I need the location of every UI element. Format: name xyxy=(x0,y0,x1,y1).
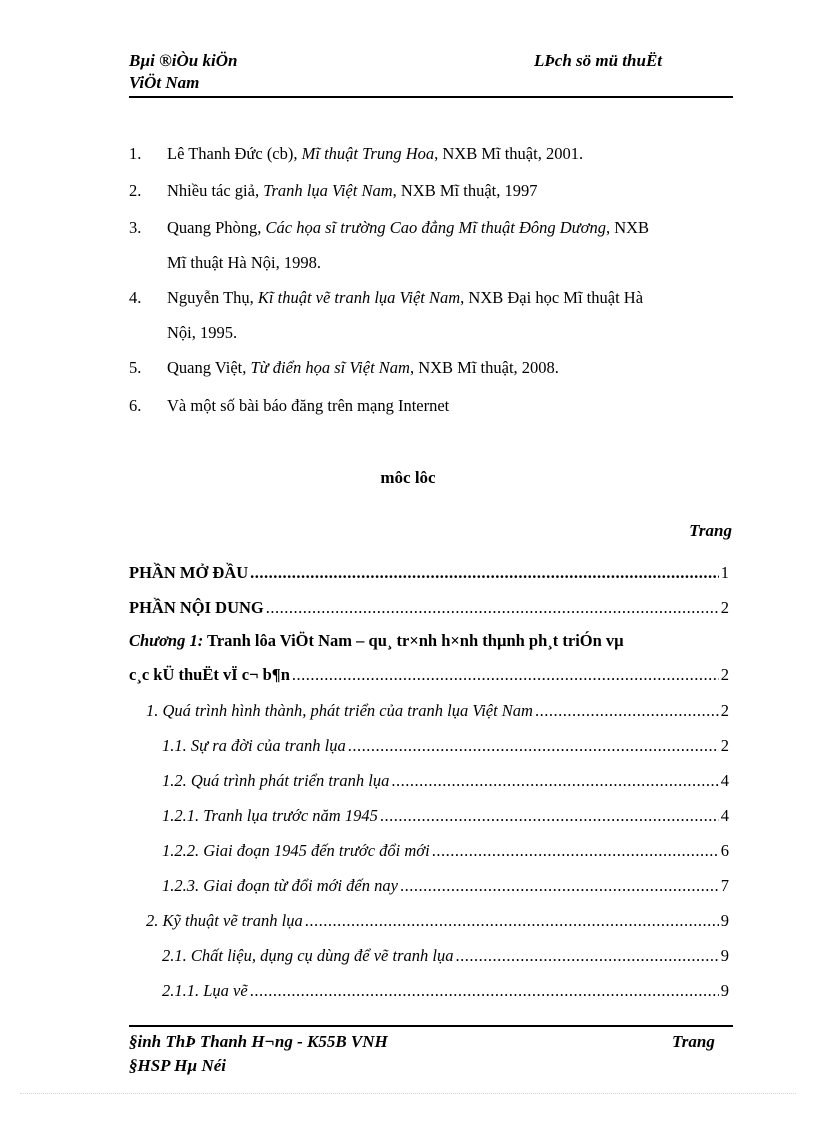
reference-continuation: Mĩ thuật Hà Nội, 1998. xyxy=(167,253,321,272)
reference-item xyxy=(129,388,771,423)
toc-leader-dots xyxy=(305,906,719,936)
reference-publisher: , NXB Mĩ thuật, 2001. xyxy=(434,144,584,163)
toc-chapter-title: Tranh lôa ViÖt Nam – qu¸ tr×nh h×nh thµnh ph¸t triÓn vµ xyxy=(203,631,624,650)
header-rule xyxy=(129,96,733,98)
toc-entry-text: 1. Quá trình hình thành, phát triển của tranh lụa Việt Nam xyxy=(146,701,533,720)
toc-entry-page: 9 xyxy=(720,981,729,1000)
reference-publisher: , NXB xyxy=(605,218,650,237)
toc-entry-text: PHẦN NỘI DUNG xyxy=(129,598,264,617)
reference-author: Lê Thanh Đức (cb), xyxy=(167,144,302,163)
toc-entry[interactable] xyxy=(129,801,729,831)
reference-number: 1. xyxy=(129,144,142,163)
toc-leader-dots xyxy=(266,593,719,623)
page-bottom-border xyxy=(20,1093,796,1094)
toc-leader-dots xyxy=(432,836,719,866)
reference-number: 3. xyxy=(129,218,142,237)
header-right: LÞch sö mü thuËt xyxy=(534,51,663,70)
toc-entry[interactable] xyxy=(129,906,729,936)
footer-left xyxy=(129,1030,388,1078)
toc-entry-text: PHẦN MỞ ĐẦU xyxy=(129,563,249,582)
toc-leader-dots xyxy=(250,976,719,1006)
toc-entry-page: 2 xyxy=(720,598,729,617)
footer-author: §inh ThÞ Thanh H¬ng - K55B VNH xyxy=(129,1032,388,1051)
toc-entry-page: 9 xyxy=(720,946,729,965)
reference-author: Nguyễn Thụ, xyxy=(167,288,258,307)
reference-publisher: , NXB Đại học Mĩ thuật Hà xyxy=(460,288,644,307)
toc-entry[interactable] xyxy=(129,558,729,588)
reference-number: 2. xyxy=(129,181,142,200)
toc-entry[interactable] xyxy=(129,626,729,656)
toc-entry[interactable] xyxy=(129,696,729,726)
reference-item xyxy=(129,350,771,385)
toc-entry[interactable] xyxy=(129,731,729,761)
reference-continuation: Nội, 1995. xyxy=(167,323,238,342)
reference-author: Nhiều tác giả, xyxy=(167,181,264,200)
toc-entry-text: 2.1. Chất liệu, dụng cụ dùng để vẽ tranh lụa xyxy=(162,946,454,965)
header-left-line1: Bµi ®iÒu kiÖn xyxy=(129,51,238,70)
reference-author: Quang Phòng, xyxy=(167,218,266,237)
toc-entry-text: 2.1.1. Lụa vẽ xyxy=(162,981,248,1000)
reference-number: 4. xyxy=(129,288,142,307)
toc-leader-dots xyxy=(250,558,719,588)
reference-publisher: , NXB Mĩ thuật, 1997 xyxy=(392,181,538,200)
toc-entry-page: 2 xyxy=(720,736,729,755)
reference-author: Quang Việt, xyxy=(167,358,251,377)
toc-entry-page: 2 xyxy=(720,665,729,684)
toc-entry-page: 1 xyxy=(720,563,729,582)
toc-entry-text: 1.1. Sự ra đời của tranh lụa xyxy=(162,736,346,755)
toc-entry-page: 9 xyxy=(720,911,729,930)
toc-entry-page: 4 xyxy=(720,771,729,790)
toc-chapter-label: Chương 1: xyxy=(129,631,204,650)
reference-item xyxy=(129,136,771,171)
toc-entry-text: 1.2.1. Tranh lụa trước năm 1945 xyxy=(162,806,378,825)
toc-entry[interactable] xyxy=(129,593,729,623)
toc-title: môc lôc xyxy=(380,468,436,487)
toc-entry[interactable] xyxy=(129,660,729,690)
reference-title: Mĩ thuật Trung Hoa xyxy=(301,144,435,163)
toc-entry-page: 2 xyxy=(720,701,729,720)
page-header xyxy=(129,50,733,98)
toc-entry-text: 1.2. Quá trình phát triển tranh lụa xyxy=(162,771,390,790)
toc-entry-text xyxy=(129,626,624,656)
header-left xyxy=(129,50,237,94)
reference-publisher: , NXB Mĩ thuật, 2008. xyxy=(409,358,559,377)
toc-leader-dots xyxy=(348,731,719,761)
toc-entry[interactable] xyxy=(129,766,729,796)
toc-entry[interactable] xyxy=(129,941,729,971)
toc-entry-text: 2. Kỹ thuật vẽ tranh lụa xyxy=(146,911,303,930)
toc-entry-text: 1.2.2. Giai đoạn 1945 đến trước đổi mới xyxy=(162,841,430,860)
reference-item xyxy=(129,280,771,350)
footer-rule xyxy=(129,1025,733,1027)
reference-title: Các họa sĩ trường Cao đẳng Mĩ thuật Đông Dương xyxy=(265,218,606,237)
reference-title: Kĩ thuật vẽ tranh lụa Việt Nam xyxy=(257,288,461,307)
reference-title: Từ điển họa sĩ Việt Nam xyxy=(250,358,410,377)
toc-leader-dots xyxy=(455,941,718,971)
reference-item xyxy=(129,210,771,280)
reference-author: Và một số bài báo đăng trên mạng Internet xyxy=(167,396,450,415)
reference-number: 6. xyxy=(129,396,142,415)
footer-page-label: Trang xyxy=(672,1032,715,1051)
toc-leader-dots xyxy=(380,801,719,831)
toc-entry-text: 1.2.3. Giai đoạn từ đổi mới đến nay xyxy=(162,876,398,895)
toc-entry-page: 7 xyxy=(720,876,729,895)
toc-entry-page: 6 xyxy=(720,841,729,860)
reference-item xyxy=(129,173,771,208)
toc-page-header: Trang xyxy=(689,521,732,540)
toc-entry[interactable] xyxy=(129,836,729,866)
toc-leader-dots xyxy=(292,660,719,690)
footer-institution: §HSP Hµ Néi xyxy=(129,1056,226,1075)
reference-title: Tranh lụa Việt Nam xyxy=(263,181,393,200)
toc-leader-dots xyxy=(535,696,719,726)
toc-leader-dots xyxy=(391,766,718,796)
reference-number: 5. xyxy=(129,358,142,377)
toc-entry[interactable] xyxy=(129,976,729,1006)
toc-entry-page: 4 xyxy=(720,806,729,825)
toc-leader-dots xyxy=(400,871,719,901)
toc-entry-text: c¸c kÜ thuËt vÏ c¬ b¶n xyxy=(129,665,290,684)
header-left-line2: ViÖt Nam xyxy=(129,73,200,92)
toc-entry[interactable] xyxy=(129,871,729,901)
